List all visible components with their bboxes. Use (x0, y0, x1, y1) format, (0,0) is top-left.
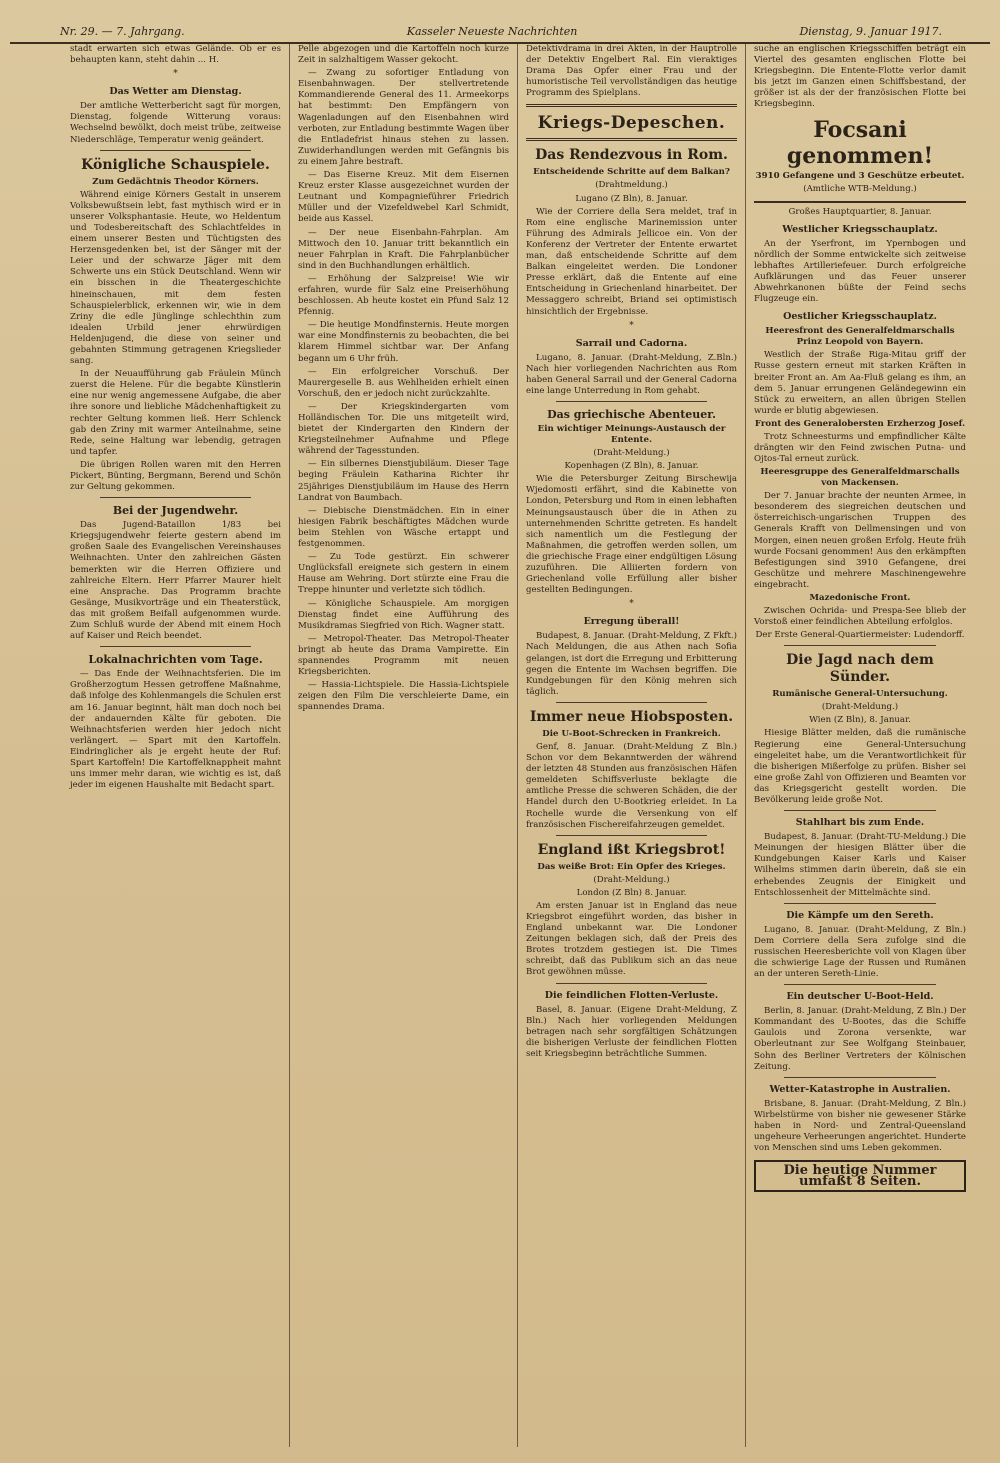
article-heading: Die Kämpfe um den Sereth. (786, 909, 934, 921)
divider (784, 1077, 936, 1078)
article-subheading: Ein wichtiger Meinungs-Austausch der Entente. (537, 424, 726, 446)
main-headline: Focsani genommen! (786, 116, 934, 169)
article-columns (62, 44, 974, 1447)
issue-date: Dienstag, 9. Januar 1917. (799, 25, 942, 38)
local-news-item: — Der Kriegskindergarten vom Holländischen Tor. Die uns mitgeteilt wird, bietet der Kindergarten den Kindern der Kriegsteilnehmer Aufnahme und Pflege während der Tagesstunden. (298, 401, 509, 457)
article-heading: Das Rendezvous in Rom. (535, 147, 728, 164)
dateline: London (Z Bln) 8. Januar. (576, 887, 687, 898)
issue-number: Nr. 29. — 7. Jahrgang. (60, 25, 185, 38)
local-news-item: — Königliche Schauspiele. Am morgigen Dienstag findet eine Aufführung des Musikdramas Siegfried von Rich. Wagner statt. (298, 598, 509, 631)
continued-text: suche an englischen Kriegsschiffen beträgt ein Viertel des gesamten englischen Flotte bei Kriegsbeginn. Die Entente-Flotte verlor damit bis jetzt im Ganzen einen Schiffsbestand, der größer ist als der der französischen Flotte bei Kriegsbeginn. (754, 44, 966, 110)
article-text: Westlich der Straße Riga-Mitau griff der Russe gestern erneut mit starken Kräften in breiter Front an. Am Aa-Fluß gelang es ihm, an dem 5. Januar errungenen Geländegewinn ein Stück zu erweitern, an allen übrigen Stellen wurde er blutig abgewiesen. (754, 350, 966, 416)
column-2 (290, 44, 518, 1447)
article-heading: Königliche Schauspiele. (81, 156, 270, 173)
newspaper-name: Kasseler Neueste Nachrichten (406, 25, 578, 38)
article-subheading: Das weiße Brot: Ein Opfer des Krieges. (537, 861, 726, 872)
article-text: In der Neuaufführung gab Fräulein Münch zuerst die Helene. Für die begabte Künstlerin eine nur wenig angemessene Aufgabe, die aber ihre sonore und liebliche Mädchenhaftigkeit zu rechter Geltung kommen ließ. Herr Schlenck gab den Zriny mit warmer Anteilnahme, seine Rede, seine Haltung war lebendig, getragen und tapfer. (70, 369, 281, 457)
article-heading: Oestlicher Kriegsschauplatz. (783, 311, 937, 323)
continued-text: Detektivdrama in drei Akten, in der Hauptrolle der Detektiv Engelbert Ral. Ein vieraktiges Drama Das Opfer einer Frau und der humoristische Teil vervollständigen das heutige Programm des Spielplans. (526, 44, 737, 99)
local-news-item: — Ein erfolgreicher Vorschuß. Der Maurergeselle B. aus Wehlheiden erhielt einen Vorschuß, den er jedoch nicht zurückzahlte. (298, 366, 509, 399)
column-3 (518, 44, 746, 1447)
article-heading: Wetter-Katastrophe in Australien. (769, 1083, 951, 1095)
article-text: Lugano, 8. Januar. (Draht-Meldung, Z Bln.) Dem Corriere della Sera zufolge sind die russischen Heeresberichte voll von Klagen über die schwierige Lage der Russen und Rumänen an der unteren Sereth-Linie. (754, 924, 966, 980)
continued-text: Pelle abgezogen und die Kartoffeln noch kurze Zeit in salzhaltigem Wasser gekocht. (298, 44, 509, 66)
article-text: Hiesige Blätter melden, daß die rumänische Regierung eine General-Untersuchung eingeleitet habe, um die Verantwortlichkeit für die bisherigen Mißerfolge zu prüfen. Bisher sei eine große Zahl von Offizieren und Beamten vor das Kriegsgericht gestellt worden. Die Bevölkerung leide große Not. (754, 728, 966, 806)
article-text: Zwischen Ochrida- und Prespa-See blieb der Vorstoß einer feindlichen Abteilung erfolglos. (754, 606, 966, 628)
article-subheading: 3910 Gefangene und 3 Geschütze erbeutet. (755, 170, 965, 181)
local-news-item: — Erhöhung der Salzpreise! Wie wir erfahren, wurde für Salz eine Preiserhöhung beschlossen. Ab heute kostet ein Pfund Salz 12 Pfennig. (298, 273, 509, 318)
article-subheading: Rumänische General-Untersuchung. (772, 689, 948, 700)
dateline: Wien (Z Bln), 8. Januar. (809, 715, 911, 726)
article-text: Budapest, 8. Januar. (Draht-Meldung, Z Fkft.) Nach Meldungen, die aus Athen nach Sofia gelangen, ist dort die Erregung und Erbitterung gegen die Entente im Wachsen begriffen. Die Kundgebungen für den König mehren sich täglich. (526, 631, 737, 697)
article-text: Budapest, 8. Januar. (Draht-TU-Meldung.) Die Meinungen der hiesigen Blätter über die Kundgebungen Kaiser Karls und Kaiser Wilhelms stimmen darin überein, daß sie ein erhebendes Zeugnis der Einigkeit und Entschlossenheit der Mittelmächte sind. (754, 832, 966, 898)
local-news-item: — Die heutige Mondfinsternis. Heute morgen war eine Mondfinsternis zu beobachten, die bei klarem Himmel sichtbar war. Der Anfang begann um 6 Uhr früh. (298, 320, 509, 364)
article-text: — Das Ende der Weihnachtsferien. Die im Großherzogtum Hessen getroffene Maßnahme, daß infolge des Kohlenmangels die Schulen erst am 16. Januar beginnt, hält man doch noch bei der andauernden Kälte für geboten. Die Weihnachtsferien werden hier jedoch nicht verlängert. — Spart mit den Kartoffeln. Eindringlicher als je ergeht heute der Ruf: Spart Kartoffeln! Die Kartoffelknappheit mahnt uns immer mehr daran, wie wichtig es ist, daß jeder im eigenen Haushalte mit Bedacht spart. (70, 669, 281, 791)
source-line: (Draht-Meldung.) (821, 702, 899, 713)
article-subheading: Zum Gedächtnis Theodor Körners. (92, 176, 259, 187)
article-heading: Westlicher Kriegsschauplatz. (782, 223, 938, 235)
article-text: Die übrigen Rollen waren mit den Herren Pickert, Bünting, Bergmann, Berend und Schön zur Geltung gekommen. (70, 459, 281, 493)
article-heading: Bei der Jugendwehr. (112, 504, 239, 518)
front-heading: Heeresgruppe des Generalfeldmarschalls von Mackensen. (760, 467, 960, 489)
article-text: Genf, 8. Januar. (Draht-Meldung Z Bln.) Schon vor dem Bekanntwerden der während der letzten 48 Stunden aus französischen Häfen gemeldeten Schiffsverluste beklagte die amtliche Presse die schweren Schäden, die der Handel durch den U-Bootkrieg erleidet. In La Rochelle wurde die Versenkung von elf französischen Fischereifahrzeugen gemeldet. (526, 741, 737, 830)
source-line: (Draht-Meldung.) (593, 874, 670, 885)
local-news-item: — Das Eiserne Kreuz. Mit dem Eisernen Kreuz erster Klasse ausgezeichnet wurden der Leutnant und Kompagnieführer Friedrich Müller und der Vizefeldwebel Karl Schmidt, beide aus Kassel. (298, 170, 509, 225)
article-heading: Stahlhart bis zum Ende. (795, 817, 925, 829)
column-1 (62, 44, 290, 1447)
local-news-item: — Zu Tode gestürzt. Ein schwerer Unglücksfall ereignete sich gestern in einem Hause am Wehring. Dort stürzte eine Frau die Treppe hinunter und verletzte sich tödlich. (298, 552, 509, 596)
article-text: Berlin, 8. Januar. (Draht-Meldung, Z Bln.) Der Kommandant des U-Bootes, das die Schiffe Gaulois und Zorona versenkte, war Oberleutnant zur See Wolfgang Steinbauer, Sohn des Berliner Vertreters der Kölnischen Zeitung. (754, 1006, 966, 1072)
divider (100, 646, 251, 647)
local-news-item: — Ein silbernes Dienstjubiläum. Dieser Tage beging Fräulein Katharina Richter ihr 25jähriges Dienstjubiläum im Hause des Herrn Landrat von Baumbach. (298, 459, 509, 503)
article-subheading: Entscheidende Schritte auf dem Balkan? (533, 167, 730, 178)
source-line: (Drahtmeldung.) (595, 180, 668, 191)
divider (526, 138, 737, 141)
article-heading: Lokalnachrichten vom Tage. (88, 653, 263, 667)
divider (556, 702, 707, 703)
source-line: (Amtliche WTB-Meldung.) (803, 183, 917, 194)
front-heading: Heeresfront des Generalfeldmarschalls Prinz Leopold von Bayern. (765, 326, 955, 348)
divider (784, 810, 936, 811)
article-text: Das Jugend-Bataillon 1/83 bei Kriegsjugendwehr feierte gestern abend im großen Saale des Evangelischen Vereinshauses Weihnachten. Unter den zahlreichen Gästen bemerkten wir die Herren Offiziere und zahlreiche Eltern. Herr Pfarrer Maurer hielt eine Ansprache. Das Programm brachte Gesänge, Musikvorträge und ein Theaterstück, das mit großem Beifall aufgenommen wurde. Zum Schluß wurde der Abend mit einem Hoch auf Kaiser und Reich beendet. (70, 520, 281, 642)
front-heading: Mazedonische Front. (809, 593, 911, 603)
separator-star-icon: * (629, 599, 634, 610)
signature: Der Erste General-Quartiermeister: Ludendorff. (755, 630, 965, 641)
divider (556, 983, 707, 984)
article-text: Der 7. Januar brachte der neunten Armee, in besonderem des siegreichen deutschen und österreichisch-ungarischen Truppen des Generals Krafft von Dellmensingen und von Morgen, einen neuen großen Erfolg. Heute früh wurde Focsani genommen! Aus den erkämpften Befestigungen sind 3910 Gefangene, drei Geschütze und mehrere Maschinengewehre eingebracht. (754, 491, 966, 590)
separator-star-icon: * (629, 320, 634, 331)
divider (784, 984, 936, 985)
article-text: Brisbane, 8. Januar. (Draht-Meldung, Z Bln.) Wirbelstürme von bisher nie gewesener Stärke haben in Nord- und Zentral-Queensland ungeheure Verheerungen angerichtet. Hunderte von Menschen sind ums Leben gekommen. (754, 1098, 966, 1154)
divider (100, 497, 251, 498)
article-heading: Die feindlichen Flotten-Verluste. (544, 989, 719, 1001)
divider (556, 835, 707, 836)
divider (526, 104, 737, 107)
article-heading: England ißt Kriegsbrot! (537, 841, 726, 858)
article-heading: Das Wetter am Dienstag. (109, 86, 242, 98)
article-text: Lugano, 8. Januar. (Draht-Meldung, Z.Bln.) Nach hier vorliegenden Nachrichten aus Rom haben General Sarrail und der General Cadorna eine lange Unterredung in Rom gehabt. (526, 352, 737, 396)
source-line: (Draht-Meldung.) (593, 448, 670, 459)
local-news-item: — Der neue Eisenbahn-Fahrplan. Am Mittwoch den 10. Januar tritt bekanntlich ein neuer Fahrplan in Kraft. Die Fahrplanbücher sind in den Buchhandlungen erhältlich. (298, 227, 509, 271)
dateline: Großes Hauptquartier, 8. Januar. (788, 206, 932, 217)
article-text: An der Yserfront, im Ypernbogen und nördlich der Somme entwickelte sich zeitweise lebhaftes Artilleriefeuer. Durch erfolgreiche Aufklärungen und das Feuer unserer Abwehrkanonen büßte der Feind sechs Flugzeuge ein. (754, 238, 966, 305)
article-text: Trotz Schneesturms und empfindlicher Kälte drängten wir den Feind zwischen Putna- und Ojtos-Tal erneut zurück. (754, 431, 966, 465)
article-text: Basel, 8. Januar. (Eigene Draht-Meldung, Z Bln.) Nach hier vorliegenden Meldungen betragen nach sehr sorgfältigen Schätzungen die bisherigen Verluste der feindlichen Flotten seit Kriegsbeginn beträchtliche Summen. (526, 1004, 737, 1059)
column-4 (746, 44, 974, 1447)
headline-block (754, 117, 966, 203)
dateline: Lugano (Z Bln), 8. Januar. (575, 193, 688, 204)
divider (100, 150, 251, 151)
local-news-item: — Zwang zu sofortiger Entladung von Eisenbahnwagen. Der stellvertretende Kommandierende General des 11. Armeekorps hat bestimmt: Den Empfängern von Wagenladungen auf den Eisenbahnen wird verboten, zur Entladung bestimmte Wagen über die Entladefrist hinaus stehen zu lassen. Zuwiderhandlungen werden mit Gefängnis bis zu einem Jahre bestraft. (298, 68, 509, 167)
article-heading: Immer neue Hiobsposten. (529, 708, 734, 725)
local-news-item: — Diebische Dienstmädchen. Ein in einer hiesigen Fabrik beschäftigtes Mädchen wurde beim Stehlen von Wäsche ertappt und festgenommen. (298, 505, 509, 550)
article-heading: Das griechische Abenteuer. (547, 408, 716, 422)
article-text: Der amtliche Wetterbericht sagt für morgen, Dienstag, folgende Witterung voraus: Wechselnd bewölkt, doch meist trübe, zeitweise Niederschläge, Temperatur wenig geändert. (70, 101, 281, 145)
divider (556, 401, 707, 402)
article-heading: Ein deutscher U-Boot-Held. (786, 991, 934, 1003)
article-text: Am ersten Januar ist in England das neue Kriegsbrot eingeführt worden, das bisher in England unbekannt war. Die Londoner Zeitungen beklagen sich, daß der Preis des Brotes trotzdem gestiegen ist. Die Times schreibt, daß das Publikum sich an das neue Brot gewöhnen müsse. (526, 900, 737, 978)
page-count-box: Die heutige Nummer umfaßt 8 Seiten. (754, 1160, 966, 1192)
continued-text: stadt erwarten sich etwas Gelände. Ob er es behaupten kann, steht dahin ... H. (70, 44, 281, 66)
divider (784, 645, 936, 646)
local-news-item: — Metropol-Theater. Das Metropol-Theater bringt ab heute das Drama Vampirette. Ein spannendes Programm mit neuen Kriegsberichten. (298, 633, 509, 678)
section-heading: Kriegs-Depeschen. (537, 113, 726, 134)
separator-star-icon: * (173, 69, 178, 80)
article-heading: Sarrail und Cadorna. (575, 337, 688, 349)
article-text: Wie der Corriere della Sera meldet, traf in Rom eine englische Marinemission unter Führung des Admirals Jellicoe ein. Von der Konferenz der Vertreter der Entente erwartet man, daß entscheidende Schritte auf dem Balkan eingeleitet werden. Die Londoner Presse erklärt, daß die Entente auf eine Entscheidung in Griechenland hinarbeitet. Der Messaggero schreibt, Briand sei optimistisch hinsichtlich der Ergebnisse. (526, 206, 737, 317)
page-header (10, 8, 990, 44)
article-heading: Erregung überall! (583, 616, 680, 628)
dateline: Kopenhagen (Z Bln), 8. Januar. (564, 461, 699, 472)
front-heading: Front des Generalobersten Erzherzog Josef. (754, 418, 966, 429)
article-heading: Die Jagd nach dem Sünder. (786, 652, 934, 686)
divider (784, 903, 936, 904)
article-text: Während einige Körners Gestalt in unserem Volksbewußtsein lebt, fast mythisch wird er in unserer Volksphantasie. Heute, wo Heldentum und Todesbereitschaft des Schlachtfeldes in einem unserer Besten und Tüchtigsten des Herzensgedenken bei, ist der Sänger mit der Leier und der schwarze Jäger mit dem Schwerte uns ein Stück Deutschland. Wenn wir ein bisschen in die Theatergeschichte hineinschauen, mit dem festen Schauspielerblick, erkennen wir, wie in dem Zriny die edle Jünglinge schlechthin zum idealen Urbild jener ehrwürdigen Heldenjugend, die diese von seiner und gebahnten Stimmung getragenen Kriegslieder sang. (70, 189, 281, 367)
local-news-item: — Hassia-Lichtspiele. Die Hassia-Lichtspiele zeigen den Film Die verschleierte Dame, ein spannendes Drama. (298, 680, 509, 713)
article-text: Wie die Petersburger Zeitung Birschewija Wjedomosti erfährt, sind die Kabinette von London, Petersburg und Rom in einen lebhaften Meinungsaustausch über die in Athen zu unternehmenden Schritte getreten. Es handelt sich namentlich um die Festlegung der Maßnahmen, die getroffen werden sollen, um die griechische Frage einer endgültigen Lösung zuzuführen. Die Alliierten fordern von Griechenland volle Erfüllung aller bisher gestellten Bedingungen. (526, 474, 737, 596)
article-subheading: Die U-Boot-Schrecken in Frankreich. (542, 728, 721, 739)
